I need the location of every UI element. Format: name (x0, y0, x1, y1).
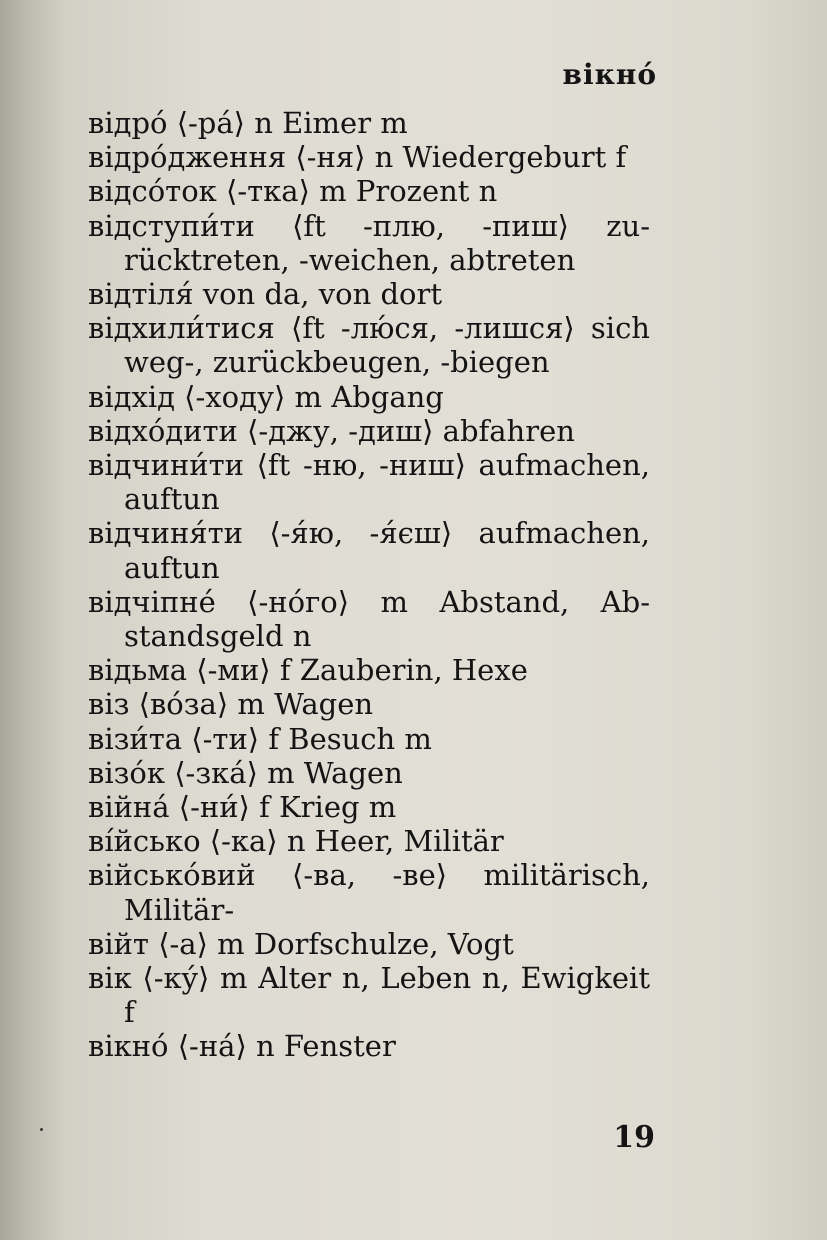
dictionary-entry: відхóдити ⟨-джу, -диш⟩ abfahren (88, 413, 575, 448)
entry-list (88, 106, 650, 1064)
dictionary-entry: відчиня́ти ⟨-я́ю, -я́єш⟩ aufmachen, auftun (88, 516, 650, 585)
dictionary-entry: відчіпнé ⟨-нóго⟩ m Abstand, Abstandsgeld n (88, 584, 650, 654)
dictionary-entry: вік ⟨-кý⟩ m Alter n, Leben n, Ewigkeit f (88, 961, 650, 1030)
dictionary-entry: вíйсько ⟨-ка⟩ n Heer, Militär (88, 824, 504, 859)
dictionary-entry: вікнó ⟨-нá⟩ n Fenster (88, 1029, 396, 1064)
dictionary-entry: візóк ⟨-зкá⟩ m Wagen (88, 755, 403, 790)
dictionary-entry: відрó ⟨-рá⟩ n Eimer m (88, 106, 408, 140)
running-head: вікнó (562, 58, 657, 91)
dictionary-entry: відьма ⟨-ми⟩ f Zauberin, Hexe (88, 653, 528, 688)
page-number: 19 (613, 1120, 655, 1155)
dictionary-entry: візи́та ⟨-ти⟩ f Besuch m (88, 721, 432, 756)
dictionary-entry: відрóдження ⟨-ня⟩ n Wiedergeburt f (88, 140, 627, 175)
dictionary-entry: відчини́ти ⟨ft -ню, -ниш⟩ aufmachen, auftun (88, 448, 650, 517)
dictionary-entry: відтіля́ von da, von dort (88, 277, 443, 312)
dictionary-entry: відхід ⟨-ходу⟩ m Abgang (88, 379, 444, 414)
dictionary-entry: військóвий ⟨-ва, -ве⟩ militärisch, Militär- (88, 858, 650, 927)
dictionary-entry: війт ⟨-а⟩ m Dorfschulze, Vogt (88, 926, 514, 961)
paper-speck (40, 1128, 43, 1131)
dictionary-entry: віз ⟨вóза⟩ m Wagen (88, 687, 374, 722)
dictionary-entry: відступи́ти ⟨ft -плю, -пиш⟩ zurücktreten, -weichen, abtreten (88, 208, 650, 277)
dictionary-entry: війнá ⟨-ни́⟩ f Krieg m (88, 790, 397, 825)
dictionary-entry: відсóток ⟨-тка⟩ m Prozent n (88, 174, 498, 209)
dictionary-entry: відхили́тися ⟨ft -лю́ся, -лишся⟩ sich weg-, zurückbeugen, -biegen (88, 311, 650, 380)
